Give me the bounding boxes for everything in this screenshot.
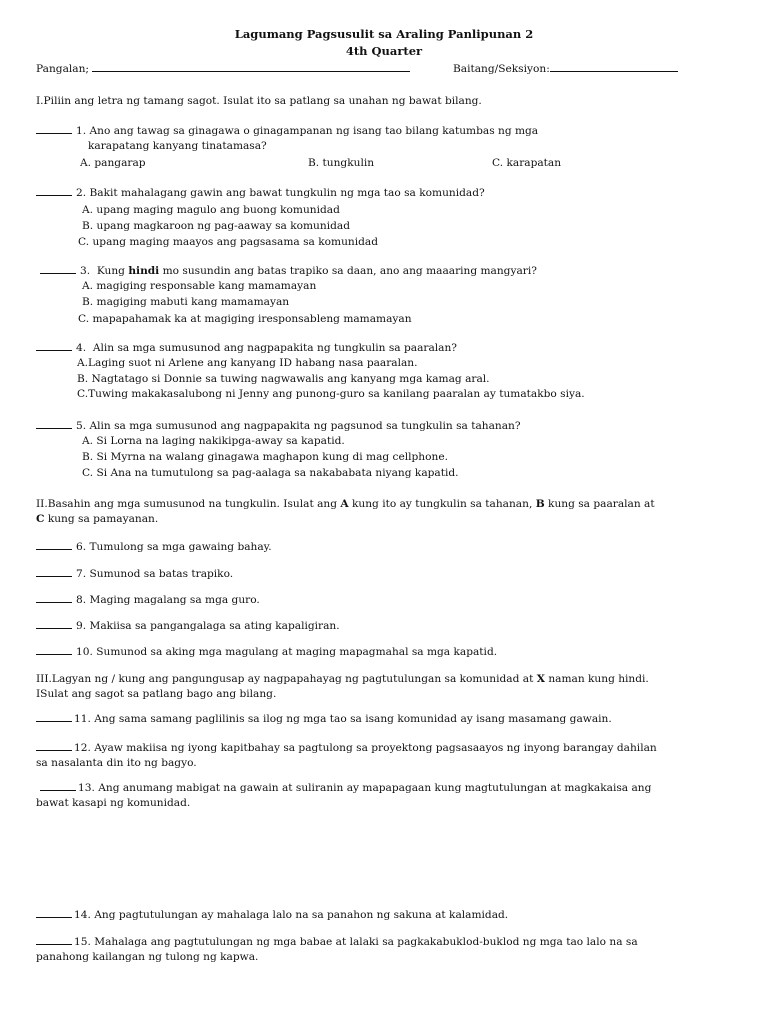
list-item: 10. Sumunod sa aking mga magulang at maging mapagmahal sa mga kapatid. bbox=[36, 645, 497, 659]
question-4: 4. Alin sa mga sumusunod ang nagpapakita ng tungkulin sa paaralan? bbox=[36, 341, 457, 355]
question-text: Bakit mahalagang gawin ang bawat tungkulin ng mga tao sa komunidad? bbox=[89, 187, 485, 199]
answer-blank-15[interactable] bbox=[36, 935, 72, 945]
part1-instruction: I.Piliin ang letra ng tamang sagot. Isulat ito sa patlang sa unahan ng bawat bilang. bbox=[36, 95, 482, 107]
question-text: Ano ang tawag sa ginagawa o ginagampanan ng isang tao bilang katumbas ng mga bbox=[89, 125, 539, 137]
question-12: 12. Ayaw makiisa ng iyong kapitbahay sa pagtulong sa proyektong pagsasaayos ng inyong barangay dahilan bbox=[36, 741, 657, 755]
question-3: 3. Kung hindi mo susundin ang batas trapiko sa daan, ano ang maaaring mangyari? bbox=[40, 264, 537, 278]
q3-option-b: B. magiging mabuti kang mamamayan bbox=[82, 296, 290, 308]
letter-c: C bbox=[36, 513, 45, 525]
answer-blank-12[interactable] bbox=[36, 741, 72, 751]
q2-option-b: B. upang magkaroon ng pag-aaway sa komunidad bbox=[82, 220, 350, 232]
answer-blank-6[interactable] bbox=[36, 540, 72, 550]
question-15: 15. Mahalaga ang pagtutulungan ng mga babae at lalaki sa pagkakabuklod-buklod ng mga tao lalo na sa bbox=[36, 935, 638, 949]
question-1: 1. Ano ang tawag sa ginagawa o ginagampanan ng isang tao bilang katumbas ng mga bbox=[36, 124, 538, 138]
q2-option-a: A. upang maging magulo ang buong komunidad bbox=[82, 204, 340, 216]
q5-option-a: A. Si Lorna na laging nakikipga-away sa kapatid. bbox=[82, 435, 345, 447]
question-14: 14. Ang pagtutulungan ay mahalaga lalo na sa panahon ng sakuna at kalamidad. bbox=[36, 908, 508, 922]
name-label: Pangalan; bbox=[36, 63, 89, 75]
question-13-line2: bawat kasapi ng komunidad. bbox=[36, 797, 191, 809]
answer-blank-5[interactable] bbox=[36, 419, 72, 429]
list-item: 8. Maging magalang sa mga guro. bbox=[36, 593, 260, 607]
q1-option-a: A. pangarap bbox=[80, 157, 146, 169]
list-item: 9. Makiisa sa pangangalaga sa ating kapaligiran. bbox=[36, 619, 340, 633]
question-5: 5. Alin sa mga sumusunod ang nagpapakita ng pagsunod sa tungkulin sa tahanan? bbox=[36, 419, 521, 433]
answer-blank-2[interactable] bbox=[36, 186, 72, 196]
q2-option-c: C. upang maging maayos ang pagsasama sa komunidad bbox=[78, 236, 378, 248]
part2-instruction: II.Basahin ang mga sumusunod na tungkulin. Isulat ang A kung ito ay tungkulin sa tahanan, B kung sa paaralan at bbox=[36, 498, 655, 510]
q1-option-c: C. karapatan bbox=[492, 157, 562, 169]
section-field[interactable] bbox=[453, 62, 678, 76]
q4-option-b: B. Nagtatago si Donnie sa tuwing nagwawalis ang kanyang mga kamag aral. bbox=[77, 373, 490, 385]
section-label: Baitang/Seksiyon: bbox=[453, 63, 550, 75]
question-2: 2. Bakit mahalagang gawin ang bawat tungkulin ng mga tao sa komunidad? bbox=[36, 186, 485, 200]
answer-blank-1[interactable] bbox=[36, 124, 72, 134]
question-15-line2: panahong kailangan ng tulong ng kapwa. bbox=[36, 951, 259, 963]
document-title: Lagumang Pagsusulit sa Araling Panlipunan 2 bbox=[234, 27, 534, 41]
question-13: 13. Ang anumang mabigat na gawain at suliranin ay mapapagaan kung magtutulungan at magkakaisa ang bbox=[40, 781, 651, 795]
name-field[interactable] bbox=[36, 62, 410, 76]
letter-a: A bbox=[340, 498, 349, 510]
answer-blank-9[interactable] bbox=[36, 619, 72, 629]
q3-option-c: C. mapapahamak ka at magiging iresponsableng mamamayan bbox=[78, 313, 412, 325]
answer-blank-11[interactable] bbox=[36, 712, 72, 722]
letter-x: X bbox=[536, 673, 545, 685]
answer-blank-13[interactable] bbox=[40, 781, 76, 791]
question-text: Alin sa mga sumusunod ang nagpapakita ng tungkulin sa paaralan? bbox=[92, 342, 457, 354]
letter-b: B bbox=[535, 498, 545, 510]
q1-option-b: B. tungkulin bbox=[308, 157, 375, 169]
section-blank-line[interactable] bbox=[550, 62, 678, 72]
q5-option-c: C. Si Ana na tumutulong sa pag-aalaga sa nakababata niyang kapatid. bbox=[82, 467, 459, 479]
answer-blank-8[interactable] bbox=[36, 593, 72, 603]
quarter-label: 4th Quarter bbox=[345, 44, 423, 58]
question-11: 11. Ang sama samang paglilinis sa ilog ng mga tao sa isang komunidad ay isang masamang gawain. bbox=[36, 712, 612, 726]
answer-blank-14[interactable] bbox=[36, 908, 72, 918]
q3-option-a: A. magiging responsable kang mamamayan bbox=[82, 280, 317, 292]
q5-option-b: B. Si Myrna na walang ginagawa maghapon kung di mag cellphone. bbox=[82, 451, 448, 463]
question-12-line2: sa nasalanta din ito ng bagyo. bbox=[36, 757, 197, 769]
question-1-line2: karapatang kanyang tinatamasa? bbox=[88, 140, 267, 152]
part2-instruction-line2: C kung sa pamayanan. bbox=[36, 513, 159, 525]
list-item: 6. Tumulong sa mga gawaing bahay. bbox=[36, 540, 272, 554]
answer-blank-4[interactable] bbox=[36, 341, 72, 351]
part3-instruction-line2: ISulat ang sagot sa patlang bago ang bilang. bbox=[36, 688, 277, 700]
answer-blank-7[interactable] bbox=[36, 567, 72, 577]
answer-blank-3[interactable] bbox=[40, 264, 76, 274]
q4-option-c: C.Tuwing makakasalubong ni Jenny ang punong-guro sa kanilang paaralan ay tumatakbo siya. bbox=[77, 388, 585, 400]
q4-option-a: A.Laging suot ni Arlene ang kanyang ID habang nasa paaralan. bbox=[77, 357, 418, 369]
emphasis-hindi: hindi bbox=[128, 265, 160, 277]
name-blank-line[interactable] bbox=[92, 62, 410, 72]
list-item: 7. Sumunod sa batas trapiko. bbox=[36, 567, 233, 581]
answer-blank-10[interactable] bbox=[36, 645, 72, 655]
part3-instruction: III.Lagyan ng / kung ang pangungusap ay nagpapahayag ng pagtutulungan sa komunidad at X naman kung hindi. bbox=[36, 673, 649, 685]
question-text: Alin sa mga sumusunod ang nagpapakita ng pagsunod sa tungkulin sa tahanan? bbox=[89, 420, 521, 432]
